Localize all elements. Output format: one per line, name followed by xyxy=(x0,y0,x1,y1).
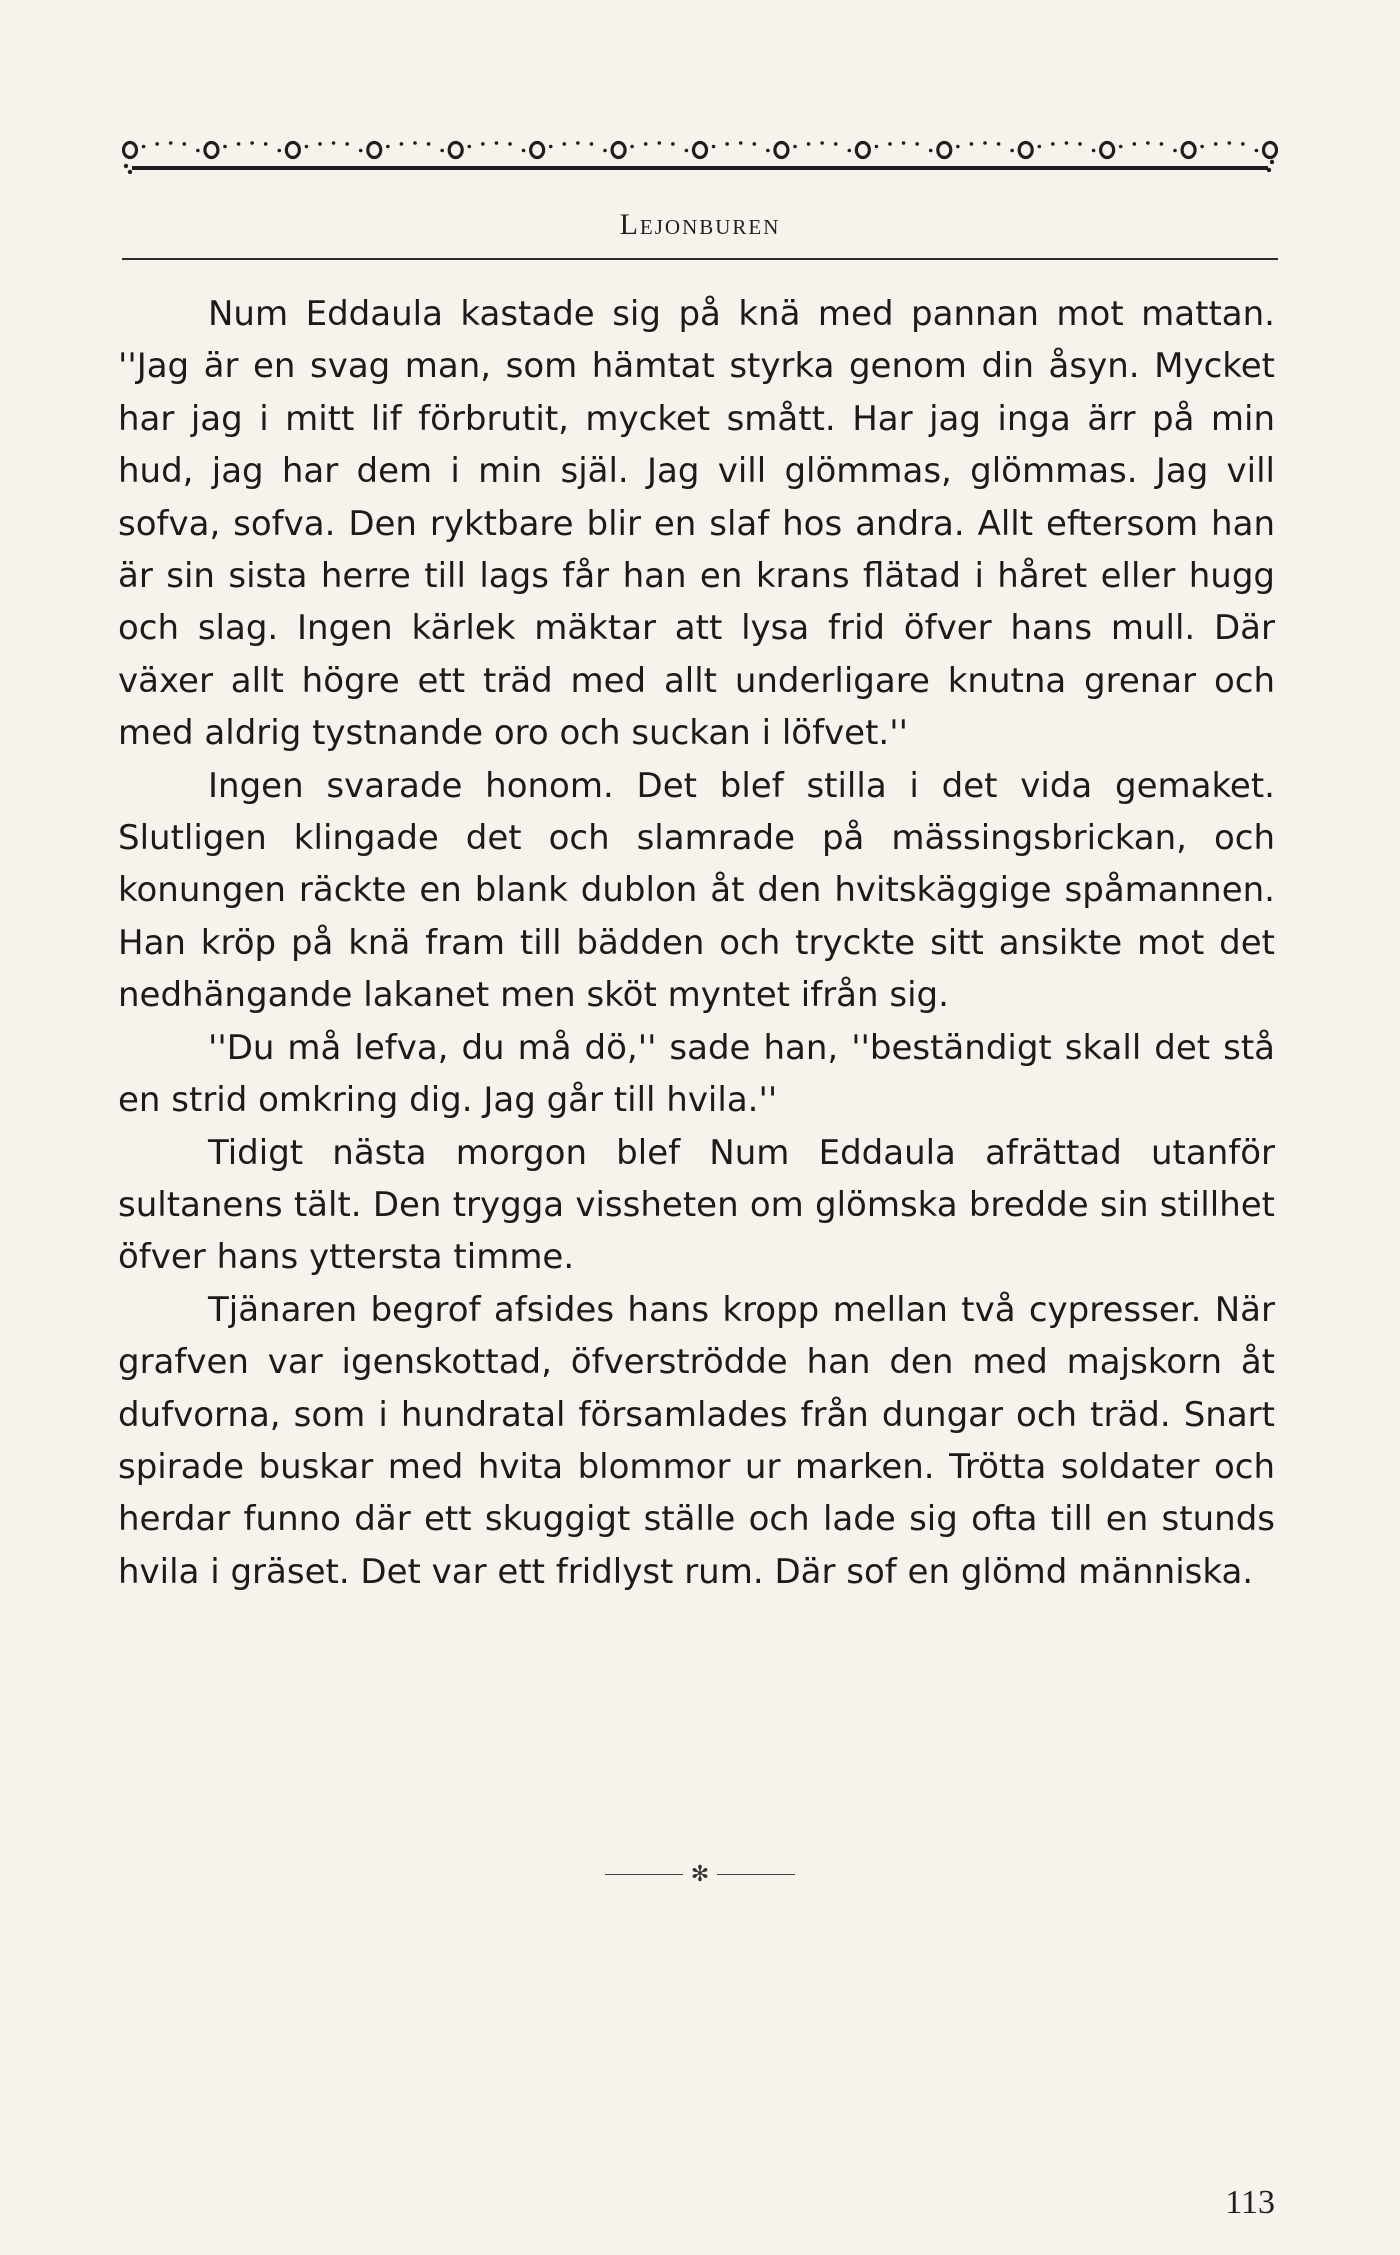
ornament-dot xyxy=(196,149,200,153)
ornament-dot xyxy=(1146,141,1150,145)
ornament-dot xyxy=(440,149,444,153)
paragraph: Tidigt nästa morgon blef Num Eddaula afrättad utanför sultanens tält. Den trygga vissheten om glömska bredde sin stillhet öfver hans yttersta timme. xyxy=(118,1132,1275,1278)
section-end-mark xyxy=(0,1862,1400,1892)
ornament-ring xyxy=(775,143,788,158)
page-number: 113 xyxy=(1225,2184,1275,2221)
running-head-rule xyxy=(122,258,1278,260)
ornament-corner-dot xyxy=(124,164,128,168)
ornament-ring xyxy=(1019,143,1032,158)
ornament-dot xyxy=(1051,142,1055,146)
decorative-header-border xyxy=(122,122,1278,182)
ornament-dot xyxy=(997,142,1001,146)
ornament-dot xyxy=(495,141,499,145)
ornament-dot xyxy=(155,142,159,146)
ornament-ring xyxy=(1264,143,1277,158)
paragraph: ''Du må lefva, du må dö,'' sade han, ''beständigt skall det stå en strid omkring dig. Jag går till hvila.'' xyxy=(118,1027,1275,1121)
ornament-dot xyxy=(590,142,594,146)
ornament-ring xyxy=(612,143,625,158)
ornament-dot xyxy=(1132,142,1136,146)
ornament-dot xyxy=(508,142,512,146)
ornament-dot xyxy=(970,142,974,146)
body-text xyxy=(118,288,1275,1598)
paragraph: Tjänaren begrof afsides hans kropp mellan två cypresser. När grafven var igenskottad, öfverströdde han den med majskorn åt dufvorna, som i hundratal församlades från dungar och träd. Snart spirade buskar med hvita blommor ur marken. Trötta soldater och herdar funno där ett skuggigt ställe och lade sig ofta till en stunds hvila i gräset. Det var ett fridlyst rum. Där sof en glömd människa. xyxy=(118,1289,1275,1592)
ornament-dot xyxy=(413,141,417,145)
ornament-dot xyxy=(427,142,431,146)
ornament-bar xyxy=(132,166,1268,170)
ornament-dot xyxy=(549,145,553,149)
ornament-dot xyxy=(956,145,960,149)
ornament-dot xyxy=(739,141,743,145)
ornament-dot xyxy=(807,142,811,146)
ornament-dot xyxy=(793,145,797,149)
ornament-dot xyxy=(834,142,838,146)
ornament-dot xyxy=(915,142,919,146)
ornament-dot xyxy=(644,142,648,146)
ornament-dot xyxy=(1037,145,1041,149)
ornament-dot xyxy=(902,141,906,145)
ornament-dot xyxy=(1119,145,1123,149)
ornament-dot xyxy=(752,142,756,146)
end-mark-line-right xyxy=(717,1874,795,1875)
ornament-ring xyxy=(205,143,218,158)
ornament-dot xyxy=(1092,149,1096,153)
ornament-dot xyxy=(332,141,336,145)
ornament-dot xyxy=(142,145,146,149)
ornament-dot xyxy=(576,141,580,145)
ornament-ring xyxy=(938,143,951,158)
ornament-dot xyxy=(1010,149,1014,153)
ornament-corner-dot xyxy=(1270,160,1274,164)
ornament-dot xyxy=(1200,145,1204,149)
paragraph: Num Eddaula kastade sig på knä med pannan mot mattan. ''Jag är en svag man, som hämtat styrka genom din åsyn. Mycket har jag i mitt lif förbrutit, mycket smått. Har jag inga ärr på min hud, jag har dem i min själ. Jag vill glömmas, glömmas. Jag vill sofva, sofva. Den ryktbare blir en slaf hos andra. Allt eftersom han är sin sista herre till lags får han en krans flätad i håret eller hugg och slag. Ingen kärlek mäktar att lysa frid öfver hans mull. Där växer allt högre ett träd med allt underligare knutna grenar och med aldrig tystnande oro och suckan i löfvet.'' xyxy=(118,294,1275,754)
ornament-dot xyxy=(305,145,309,149)
ornament-dot xyxy=(400,142,404,146)
ornament-dot xyxy=(169,141,173,145)
ornament-dot xyxy=(345,142,349,146)
ornament-dot xyxy=(888,142,892,146)
ornament-dot xyxy=(223,145,227,149)
ornament-dot xyxy=(318,142,322,146)
ornament-ring xyxy=(368,143,381,158)
ornament-dot xyxy=(603,149,607,153)
ornament-ring xyxy=(531,143,544,158)
running-head: Lejonburen xyxy=(619,208,781,241)
ornament-dot xyxy=(1255,149,1259,153)
ornament-dot xyxy=(875,145,879,149)
ornament-dot xyxy=(1241,142,1245,146)
paragraph: Ingen svarade honom. Det blef stilla i det vida gemaket. Slutligen klingade det och slamrade på mässingsbrickan, och konungen räckte en blank dublon åt den hvitskäggige spåmannen. Han kröp på knä fram till bädden och tryckte sitt ansikte mot det nedhängande lakanet men sköt myntet ifrån sig. xyxy=(118,765,1275,1016)
ornament-dot xyxy=(182,142,186,146)
ornament-dot xyxy=(264,142,268,146)
ornament-dot xyxy=(766,149,770,153)
ornament-dot xyxy=(671,142,675,146)
ornament-dot xyxy=(467,145,471,149)
ornament-dot xyxy=(562,142,566,146)
ornament-corner-dot xyxy=(128,170,132,174)
ornament-dot xyxy=(386,145,390,149)
ornament-ring xyxy=(286,143,299,158)
ornament-dot xyxy=(630,145,634,149)
ornament-dot xyxy=(847,149,851,153)
ornament-ring xyxy=(124,143,137,158)
ornament-dot xyxy=(481,142,485,146)
ornament-ring xyxy=(1101,143,1114,158)
asterisk-ornament-icon: ✻ xyxy=(690,1862,710,1887)
ornament-dot xyxy=(725,142,729,146)
ornament-dot xyxy=(522,149,526,153)
ornament-dot xyxy=(1227,141,1231,145)
ornament-dot xyxy=(237,142,241,146)
ornament-corner-dot xyxy=(1267,168,1271,172)
ornament-dot xyxy=(1078,142,1082,146)
ornament-ring xyxy=(1182,143,1195,158)
ornament-dot xyxy=(250,141,254,145)
ornament-dot xyxy=(820,141,824,145)
ornament-dot xyxy=(685,149,689,153)
ornament-ring xyxy=(449,143,462,158)
ornament-dot xyxy=(712,145,716,149)
ornament-dot xyxy=(277,149,281,153)
ornament-dot xyxy=(657,141,661,145)
ornament-dot xyxy=(1065,141,1069,145)
ornament-ring xyxy=(694,143,707,158)
ornament-graphic xyxy=(122,122,1278,182)
ornament-dot xyxy=(983,141,987,145)
ornament-ring xyxy=(856,143,869,158)
ornament-dot xyxy=(1160,142,1164,146)
ornament-dot xyxy=(929,149,933,153)
end-mark-line-left xyxy=(605,1874,683,1875)
ornament-dot xyxy=(1173,149,1177,153)
ornament-dot xyxy=(1214,142,1218,146)
ornament-dot xyxy=(359,149,363,153)
